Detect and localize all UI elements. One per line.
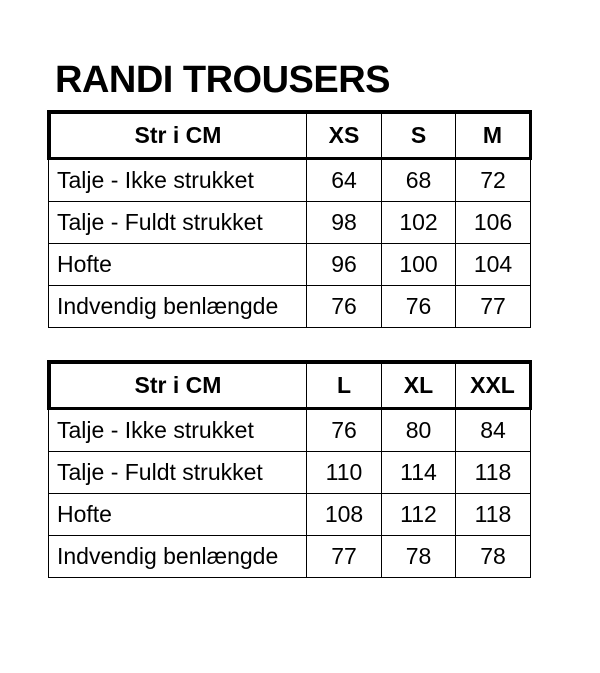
table-row (49, 452, 531, 494)
table-cell: 76 (382, 286, 456, 328)
table-cell: 76 (307, 286, 382, 328)
table-cell: 106 (456, 202, 531, 244)
header-cell-size: XS (307, 112, 382, 159)
table-cell: 108 (307, 494, 382, 536)
table-row (49, 494, 531, 536)
row-label: Talje - Fuldt strukket (49, 452, 307, 494)
size-table-small (47, 110, 532, 328)
header-cell-size: M (456, 112, 531, 159)
table-cell: 118 (456, 494, 531, 536)
table-cell: 68 (382, 159, 456, 202)
header-cell-measure: Str i CM (49, 362, 307, 409)
row-label: Talje - Ikke strukket (49, 409, 307, 452)
header-cell-size: XL (382, 362, 456, 409)
table-row (49, 286, 531, 328)
table-cell: 102 (382, 202, 456, 244)
header-cell-size: S (382, 112, 456, 159)
table-cell: 96 (307, 244, 382, 286)
table-cell: 100 (382, 244, 456, 286)
page-title: RANDI TROUSERS (55, 59, 391, 101)
header-cell-size: L (307, 362, 382, 409)
table-cell: 78 (456, 536, 531, 578)
table-cell: 77 (307, 536, 382, 578)
header-cell-measure: Str i CM (49, 112, 307, 159)
table-cell: 112 (382, 494, 456, 536)
table-header-row (49, 362, 531, 409)
row-label: Hofte (49, 494, 307, 536)
table-cell: 110 (307, 452, 382, 494)
size-table-large (47, 360, 532, 578)
table-cell: 76 (307, 409, 382, 452)
table-cell: 118 (456, 452, 531, 494)
table-cell: 104 (456, 244, 531, 286)
table-cell: 77 (456, 286, 531, 328)
table-row (49, 159, 531, 202)
table-row (49, 409, 531, 452)
row-label: Talje - Fuldt strukket (49, 202, 307, 244)
table-cell: 78 (382, 536, 456, 578)
row-label: Indvendig benlængde (49, 286, 307, 328)
header-cell-size: XXL (456, 362, 531, 409)
table-cell: 72 (456, 159, 531, 202)
row-label: Hofte (49, 244, 307, 286)
table-cell: 114 (382, 452, 456, 494)
row-label: Talje - Ikke strukket (49, 159, 307, 202)
table-cell: 84 (456, 409, 531, 452)
table-row (49, 536, 531, 578)
table-header-row (49, 112, 531, 159)
table-cell: 64 (307, 159, 382, 202)
table-cell: 80 (382, 409, 456, 452)
table-row (49, 202, 531, 244)
row-label: Indvendig benlængde (49, 536, 307, 578)
table-row (49, 244, 531, 286)
table-cell: 98 (307, 202, 382, 244)
